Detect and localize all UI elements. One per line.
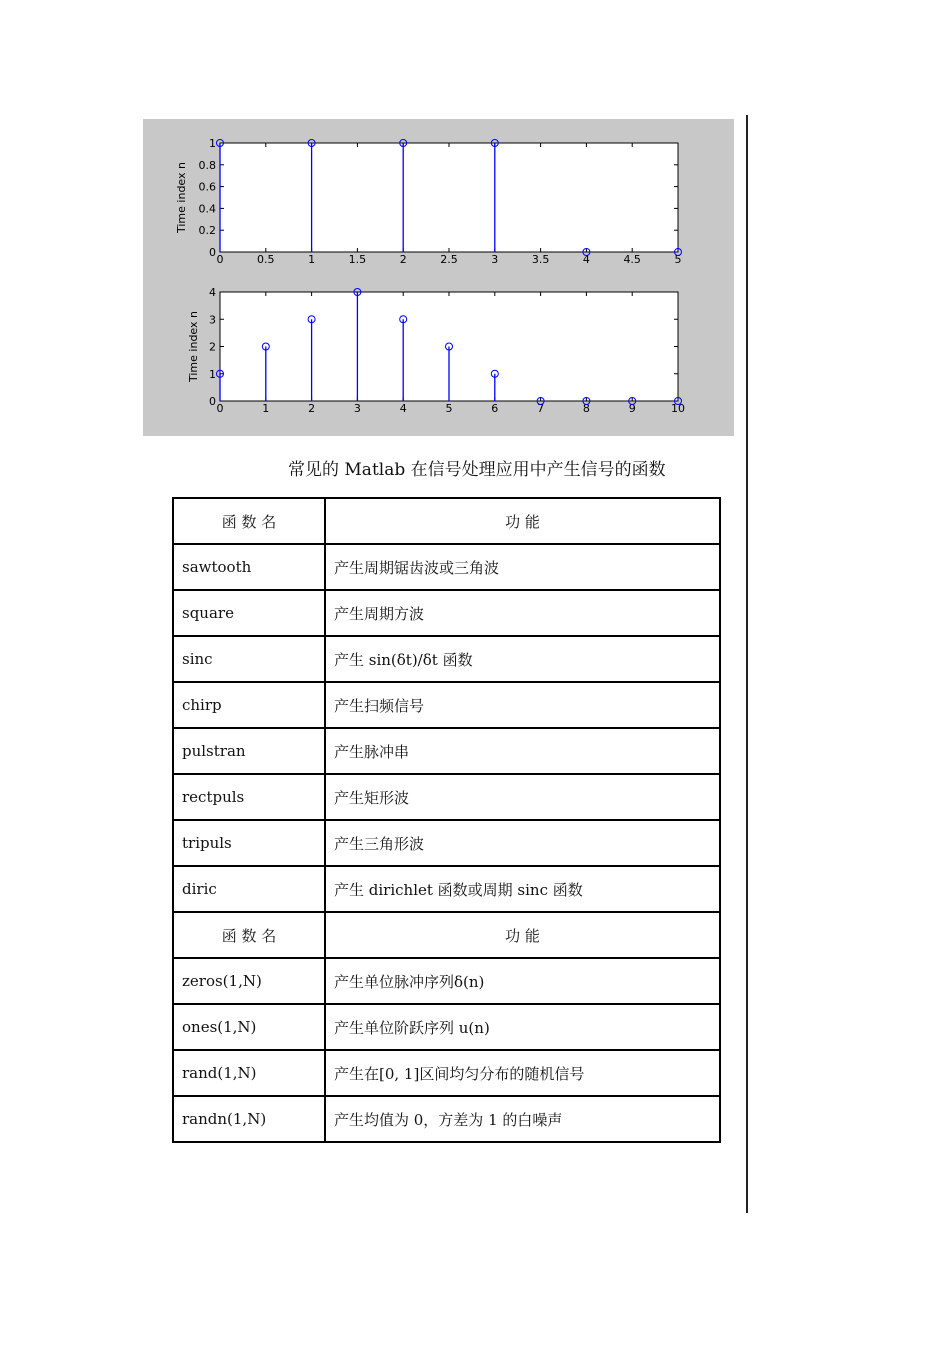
stem-plots-svg — [143, 119, 734, 436]
header-function-name: 函 数 名 — [173, 912, 325, 958]
x-tick-label: 4.5 — [623, 253, 641, 266]
plot-axes-box — [220, 143, 678, 252]
function-description: 产生周期方波 — [325, 590, 720, 636]
table-row — [173, 866, 720, 912]
x-tick-label: 0 — [216, 253, 224, 266]
table-row — [173, 820, 720, 866]
function-description: 产生周期锯齿波或三角波 — [325, 544, 720, 590]
table-header-row — [173, 498, 720, 544]
x-tick-label: 2.5 — [440, 253, 458, 266]
x-tick-label: 8 — [582, 402, 590, 415]
y-axis-label: Time index n — [187, 311, 200, 382]
table-caption: 常见的 Matlab 在信号处理应用中产生信号的函数 — [288, 460, 666, 480]
x-tick-label: 9 — [628, 402, 636, 415]
y-tick-label: 0.8 — [198, 158, 216, 172]
function-description: 产生均值为 0，方差为 1 的白噪声 — [325, 1096, 720, 1142]
function-name: ones(1,N) — [173, 1004, 325, 1050]
x-tick-label: 5 — [674, 253, 682, 266]
function-name: rectpuls — [173, 774, 325, 820]
table-row — [173, 728, 720, 774]
table-row — [173, 1004, 720, 1050]
table-row — [173, 1096, 720, 1142]
x-tick-label: 2 — [399, 253, 407, 266]
function-description: 产生单位阶跃序列 u(n) — [325, 1004, 720, 1050]
function-name: square — [173, 590, 325, 636]
table-row — [173, 590, 720, 636]
function-name: zeros(1,N) — [173, 958, 325, 1004]
x-tick-label: 3.5 — [531, 253, 550, 266]
function-name: sawtooth — [173, 544, 325, 590]
y-tick-label: 0.6 — [198, 180, 216, 194]
function-name: tripuls — [173, 820, 325, 866]
table-row — [173, 958, 720, 1004]
x-tick-label: 0 — [216, 402, 224, 415]
function-name: diric — [173, 866, 325, 912]
function-description: 产生 dirichlet 函数或周期 sinc 函数 — [325, 866, 720, 912]
y-tick-label: 0 — [209, 246, 216, 259]
function-description: 产生三角形波 — [325, 820, 720, 866]
y-tick-label: 0 — [209, 395, 216, 408]
x-tick-label: 7 — [537, 402, 545, 415]
x-tick-label: 3 — [353, 402, 361, 415]
x-tick-label: 4 — [582, 253, 590, 266]
header-function-description: 功 能 — [325, 498, 720, 544]
page-margin-rule — [746, 115, 748, 1213]
y-tick-label: 0.2 — [198, 224, 216, 238]
function-name: chirp — [173, 682, 325, 728]
y-tick-label: 2 — [209, 340, 216, 354]
header-function-name: 函 数 名 — [173, 498, 325, 544]
x-tick-label: 4 — [399, 402, 407, 415]
y-tick-label: 1 — [209, 137, 216, 150]
table-row — [173, 682, 720, 728]
y-tick-label: 0.4 — [198, 202, 216, 216]
x-tick-label: 6 — [491, 402, 499, 415]
function-name: rand(1,N) — [173, 1050, 325, 1096]
y-tick-label: 4 — [209, 286, 216, 299]
signal-functions-table — [172, 497, 721, 1143]
function-description: 产生 sin(δt)/δt 函数 — [325, 636, 720, 682]
function-name: pulstran — [173, 728, 325, 774]
x-tick-label: 10 — [671, 402, 685, 415]
function-name: sinc — [173, 636, 325, 682]
function-name: randn(1,N) — [173, 1096, 325, 1142]
y-tick-label: 1 — [209, 367, 216, 381]
table-header-row — [173, 912, 720, 958]
table-row — [173, 1050, 720, 1096]
function-description: 产生扫频信号 — [325, 682, 720, 728]
y-axis-label: Time index n — [175, 162, 188, 233]
x-tick-label: 3 — [491, 253, 499, 266]
x-tick-label: 5 — [445, 402, 453, 415]
stem-plot-figure — [143, 119, 734, 436]
table-row — [173, 774, 720, 820]
x-tick-label: 0.5 — [257, 253, 275, 266]
function-description: 产生单位脉冲序列δ(n) — [325, 958, 720, 1004]
table-row — [173, 636, 720, 682]
function-description: 产生脉冲串 — [325, 728, 720, 774]
x-tick-label: 2 — [308, 402, 316, 415]
function-description: 产生在[0, 1]区间均匀分布的随机信号 — [325, 1050, 720, 1096]
function-description: 产生矩形波 — [325, 774, 720, 820]
x-tick-label: 1 — [262, 402, 270, 415]
header-function-description: 功 能 — [325, 912, 720, 958]
x-tick-label: 1 — [308, 253, 316, 266]
table-row — [173, 544, 720, 590]
x-tick-label: 1.5 — [348, 253, 367, 266]
y-tick-label: 3 — [209, 313, 216, 327]
